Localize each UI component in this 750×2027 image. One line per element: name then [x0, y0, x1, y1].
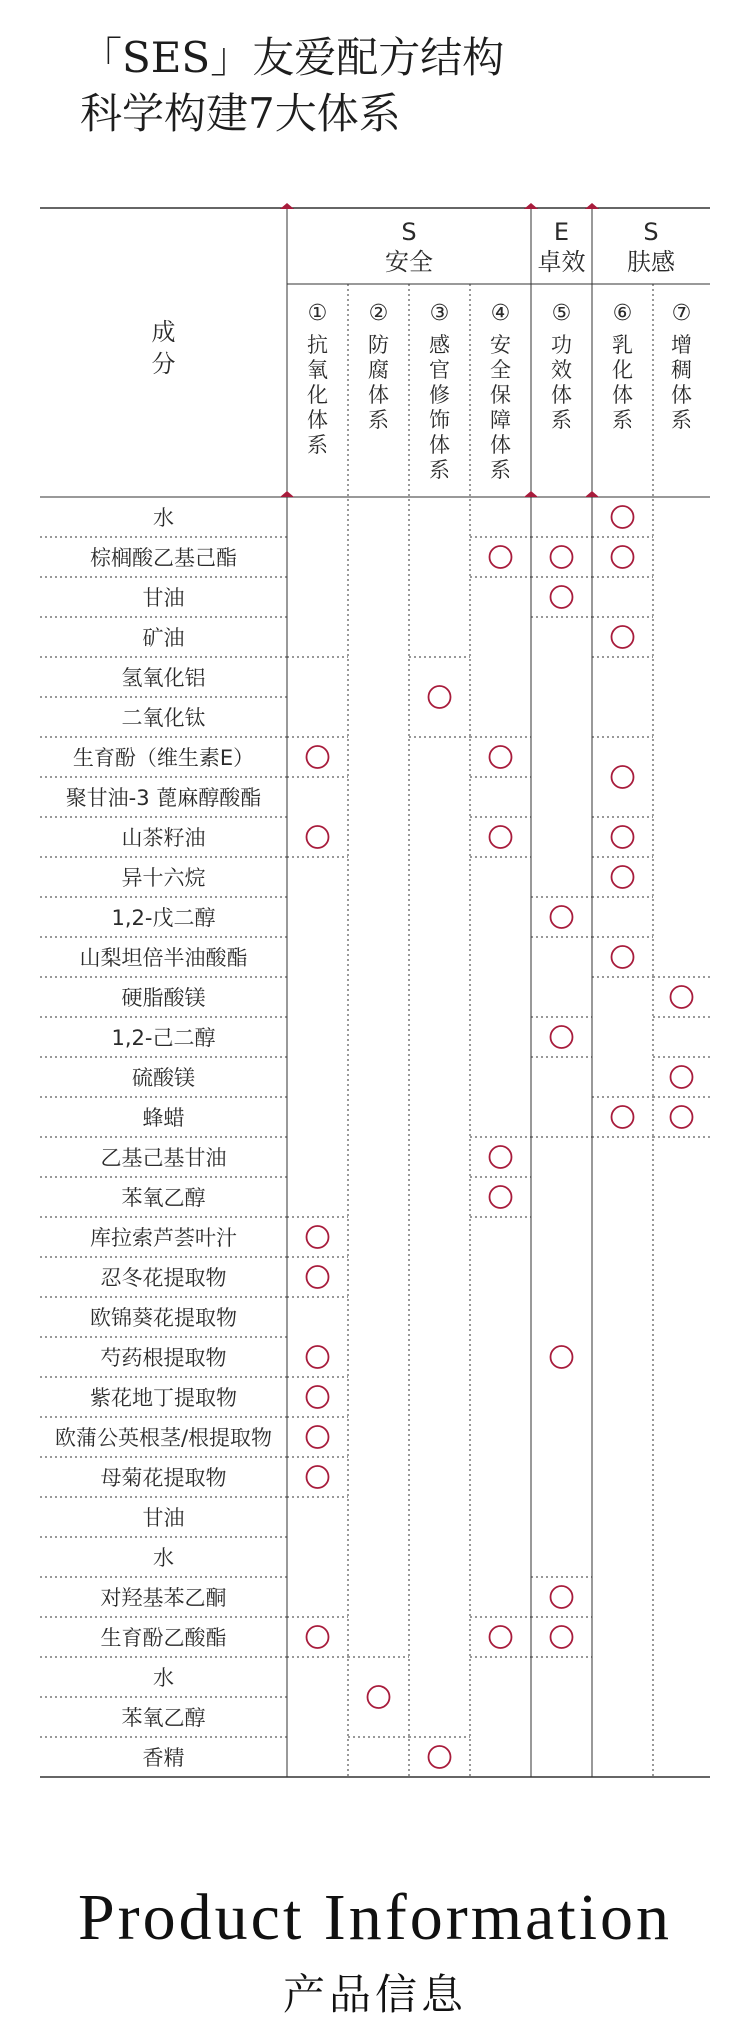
ingredient-header: 成 [151, 318, 176, 346]
system-mark-circle [612, 826, 634, 848]
corner-accent [524, 203, 538, 209]
system-mark-circle [612, 946, 634, 968]
system-name-char: 体 [368, 383, 389, 407]
ingredient-name: 生育酚（维生素E） [72, 746, 255, 770]
system-name-char: 系 [612, 408, 633, 432]
ingredient-name: 欧锦葵花提取物 [90, 1306, 237, 1330]
system-name-char: 系 [368, 408, 389, 432]
system-name-char: 保 [490, 383, 511, 407]
group-letter: E [553, 218, 570, 246]
group-name: 卓效 [537, 248, 586, 276]
ingredient-name: 对羟基苯乙酮 [100, 1586, 227, 1610]
group-name: 安全 [385, 248, 433, 276]
ingredient-name: 1,2-戊二醇 [111, 906, 216, 930]
system-name-char: 修 [429, 383, 450, 407]
footer-english-title: Product Information [77, 1881, 673, 1954]
system-name-char: 腐 [368, 358, 389, 382]
system-mark-circle [612, 626, 634, 648]
system-number: ④ [490, 301, 511, 326]
system-name-char: 体 [307, 408, 328, 432]
title-line-1: 「SES」友爱配方结构 [80, 33, 505, 82]
system-mark-circle [490, 546, 512, 568]
system-name-char: 稠 [671, 358, 692, 382]
system-mark-circle [551, 1026, 573, 1048]
ingredient-name: 甘油 [142, 586, 185, 610]
ingredient-name: 生育酚乙酸酯 [100, 1626, 227, 1650]
ingredient-name: 聚甘油-3 蓖麻醇酸酯 [65, 786, 262, 810]
system-mark-circle [429, 1746, 451, 1768]
ingredient-name: 苯氧乙醇 [121, 1706, 206, 1730]
system-name-char: 系 [551, 408, 572, 432]
system-mark-circle [612, 866, 634, 888]
system-name-char: 乳 [612, 333, 633, 357]
ingredient-name: 1,2-己二醇 [111, 1026, 216, 1050]
system-name-char: 防 [368, 333, 389, 357]
ingredient-name: 母菊花提取物 [100, 1466, 227, 1490]
system-mark-circle [551, 586, 573, 608]
ingredient-name: 苯氧乙醇 [121, 1186, 206, 1210]
corner-accent [585, 203, 599, 209]
system-number: ⑤ [551, 301, 572, 326]
system-mark-circle [490, 1146, 512, 1168]
system-number: ⑥ [612, 301, 633, 326]
footer-chinese-title: 产品信息 [282, 1970, 467, 2019]
group-name: 肤感 [627, 248, 675, 276]
ingredient-name: 库拉索芦荟叶汁 [90, 1226, 237, 1250]
ingredient-header: 分 [151, 350, 176, 378]
system-mark-circle [551, 1346, 573, 1368]
system-name-char: 感 [429, 333, 450, 357]
group-letter: S [643, 218, 659, 246]
system-number: ② [368, 301, 389, 326]
system-name-char: 氧 [307, 358, 328, 382]
ingredient-name: 水 [153, 1666, 174, 1690]
system-mark-circle [368, 1686, 390, 1708]
system-name-char: 体 [612, 383, 633, 407]
system-name-char: 体 [429, 433, 450, 457]
system-name-char: 系 [307, 433, 328, 457]
ingredient-name: 山梨坦倍半油酸酯 [79, 946, 248, 970]
system-mark-circle [307, 1386, 329, 1408]
system-mark-circle [307, 826, 329, 848]
system-mark-circle [307, 746, 329, 768]
group-letter: S [401, 218, 417, 246]
system-mark-circle [612, 546, 634, 568]
ingredient-name: 香精 [142, 1746, 185, 1770]
ingredient-name: 乙基己基甘油 [100, 1146, 227, 1170]
system-mark-circle [551, 546, 573, 568]
ingredient-name: 氢氧化铝 [121, 666, 206, 690]
ingredient-name: 水 [153, 1546, 174, 1570]
ingredient-name: 山茶籽油 [121, 826, 206, 850]
ingredient-name: 紫花地丁提取物 [90, 1386, 237, 1410]
system-mark-circle [490, 1626, 512, 1648]
system-name-char: 障 [490, 408, 511, 432]
system-name-char: 增 [671, 333, 692, 357]
system-name-char: 化 [612, 358, 633, 382]
system-number: ⑦ [671, 301, 692, 326]
system-mark-circle [671, 1106, 693, 1128]
system-mark-circle [612, 766, 634, 788]
ingredient-name: 矿油 [142, 626, 185, 650]
ingredient-name: 二氧化钛 [121, 706, 206, 730]
ingredient-name: 水 [153, 506, 174, 530]
system-name-char: 化 [307, 383, 328, 407]
system-mark-circle [551, 1586, 573, 1608]
system-mark-circle [490, 746, 512, 768]
ingredient-name: 蜂蜡 [142, 1106, 185, 1130]
system-mark-circle [429, 686, 451, 708]
system-mark-circle [551, 906, 573, 928]
system-mark-circle [671, 1066, 693, 1088]
system-number: ③ [429, 301, 450, 326]
corner-accent [524, 491, 538, 497]
system-name-char: 官 [429, 358, 450, 382]
system-mark-circle [612, 506, 634, 528]
system-name-char: 效 [551, 358, 572, 382]
system-mark-circle [307, 1226, 329, 1248]
system-mark-circle [307, 1266, 329, 1288]
ingredient-name: 硫酸镁 [132, 1066, 195, 1090]
system-number: ① [307, 301, 328, 326]
system-name-char: 功 [551, 333, 572, 357]
system-mark-circle [490, 1186, 512, 1208]
system-mark-circle [612, 1106, 634, 1128]
system-mark-circle [551, 1626, 573, 1648]
ingredient-name: 硬脂酸镁 [121, 986, 206, 1010]
corner-accent [585, 491, 599, 497]
system-name-char: 饰 [429, 408, 450, 432]
system-mark-circle [307, 1626, 329, 1648]
corner-accent [280, 491, 294, 497]
ingredient-name: 棕榈酸乙基己酯 [90, 546, 237, 570]
system-name-char: 系 [671, 408, 692, 432]
system-mark-circle [307, 1466, 329, 1488]
system-name-char: 抗 [307, 333, 328, 357]
system-name-char: 体 [551, 383, 572, 407]
system-name-char: 体 [671, 383, 692, 407]
ingredient-name: 欧蒲公英根茎/根提取物 [54, 1426, 273, 1450]
system-name-char: 安 [490, 333, 511, 357]
system-mark-circle [671, 986, 693, 1008]
ingredient-name: 甘油 [142, 1506, 185, 1530]
system-mark-circle [307, 1426, 329, 1448]
system-name-char: 全 [490, 358, 511, 382]
corner-accent [280, 203, 294, 209]
ingredient-name: 忍冬花提取物 [100, 1266, 227, 1290]
title-line-2: 科学构建7大体系 [80, 89, 401, 138]
system-mark-circle [490, 826, 512, 848]
ingredient-name: 异十六烷 [121, 866, 206, 890]
system-name-char: 系 [429, 458, 450, 482]
system-name-char: 系 [490, 458, 511, 482]
system-name-char: 体 [490, 433, 511, 457]
ingredient-name: 芍药根提取物 [100, 1346, 227, 1370]
system-mark-circle [307, 1346, 329, 1368]
